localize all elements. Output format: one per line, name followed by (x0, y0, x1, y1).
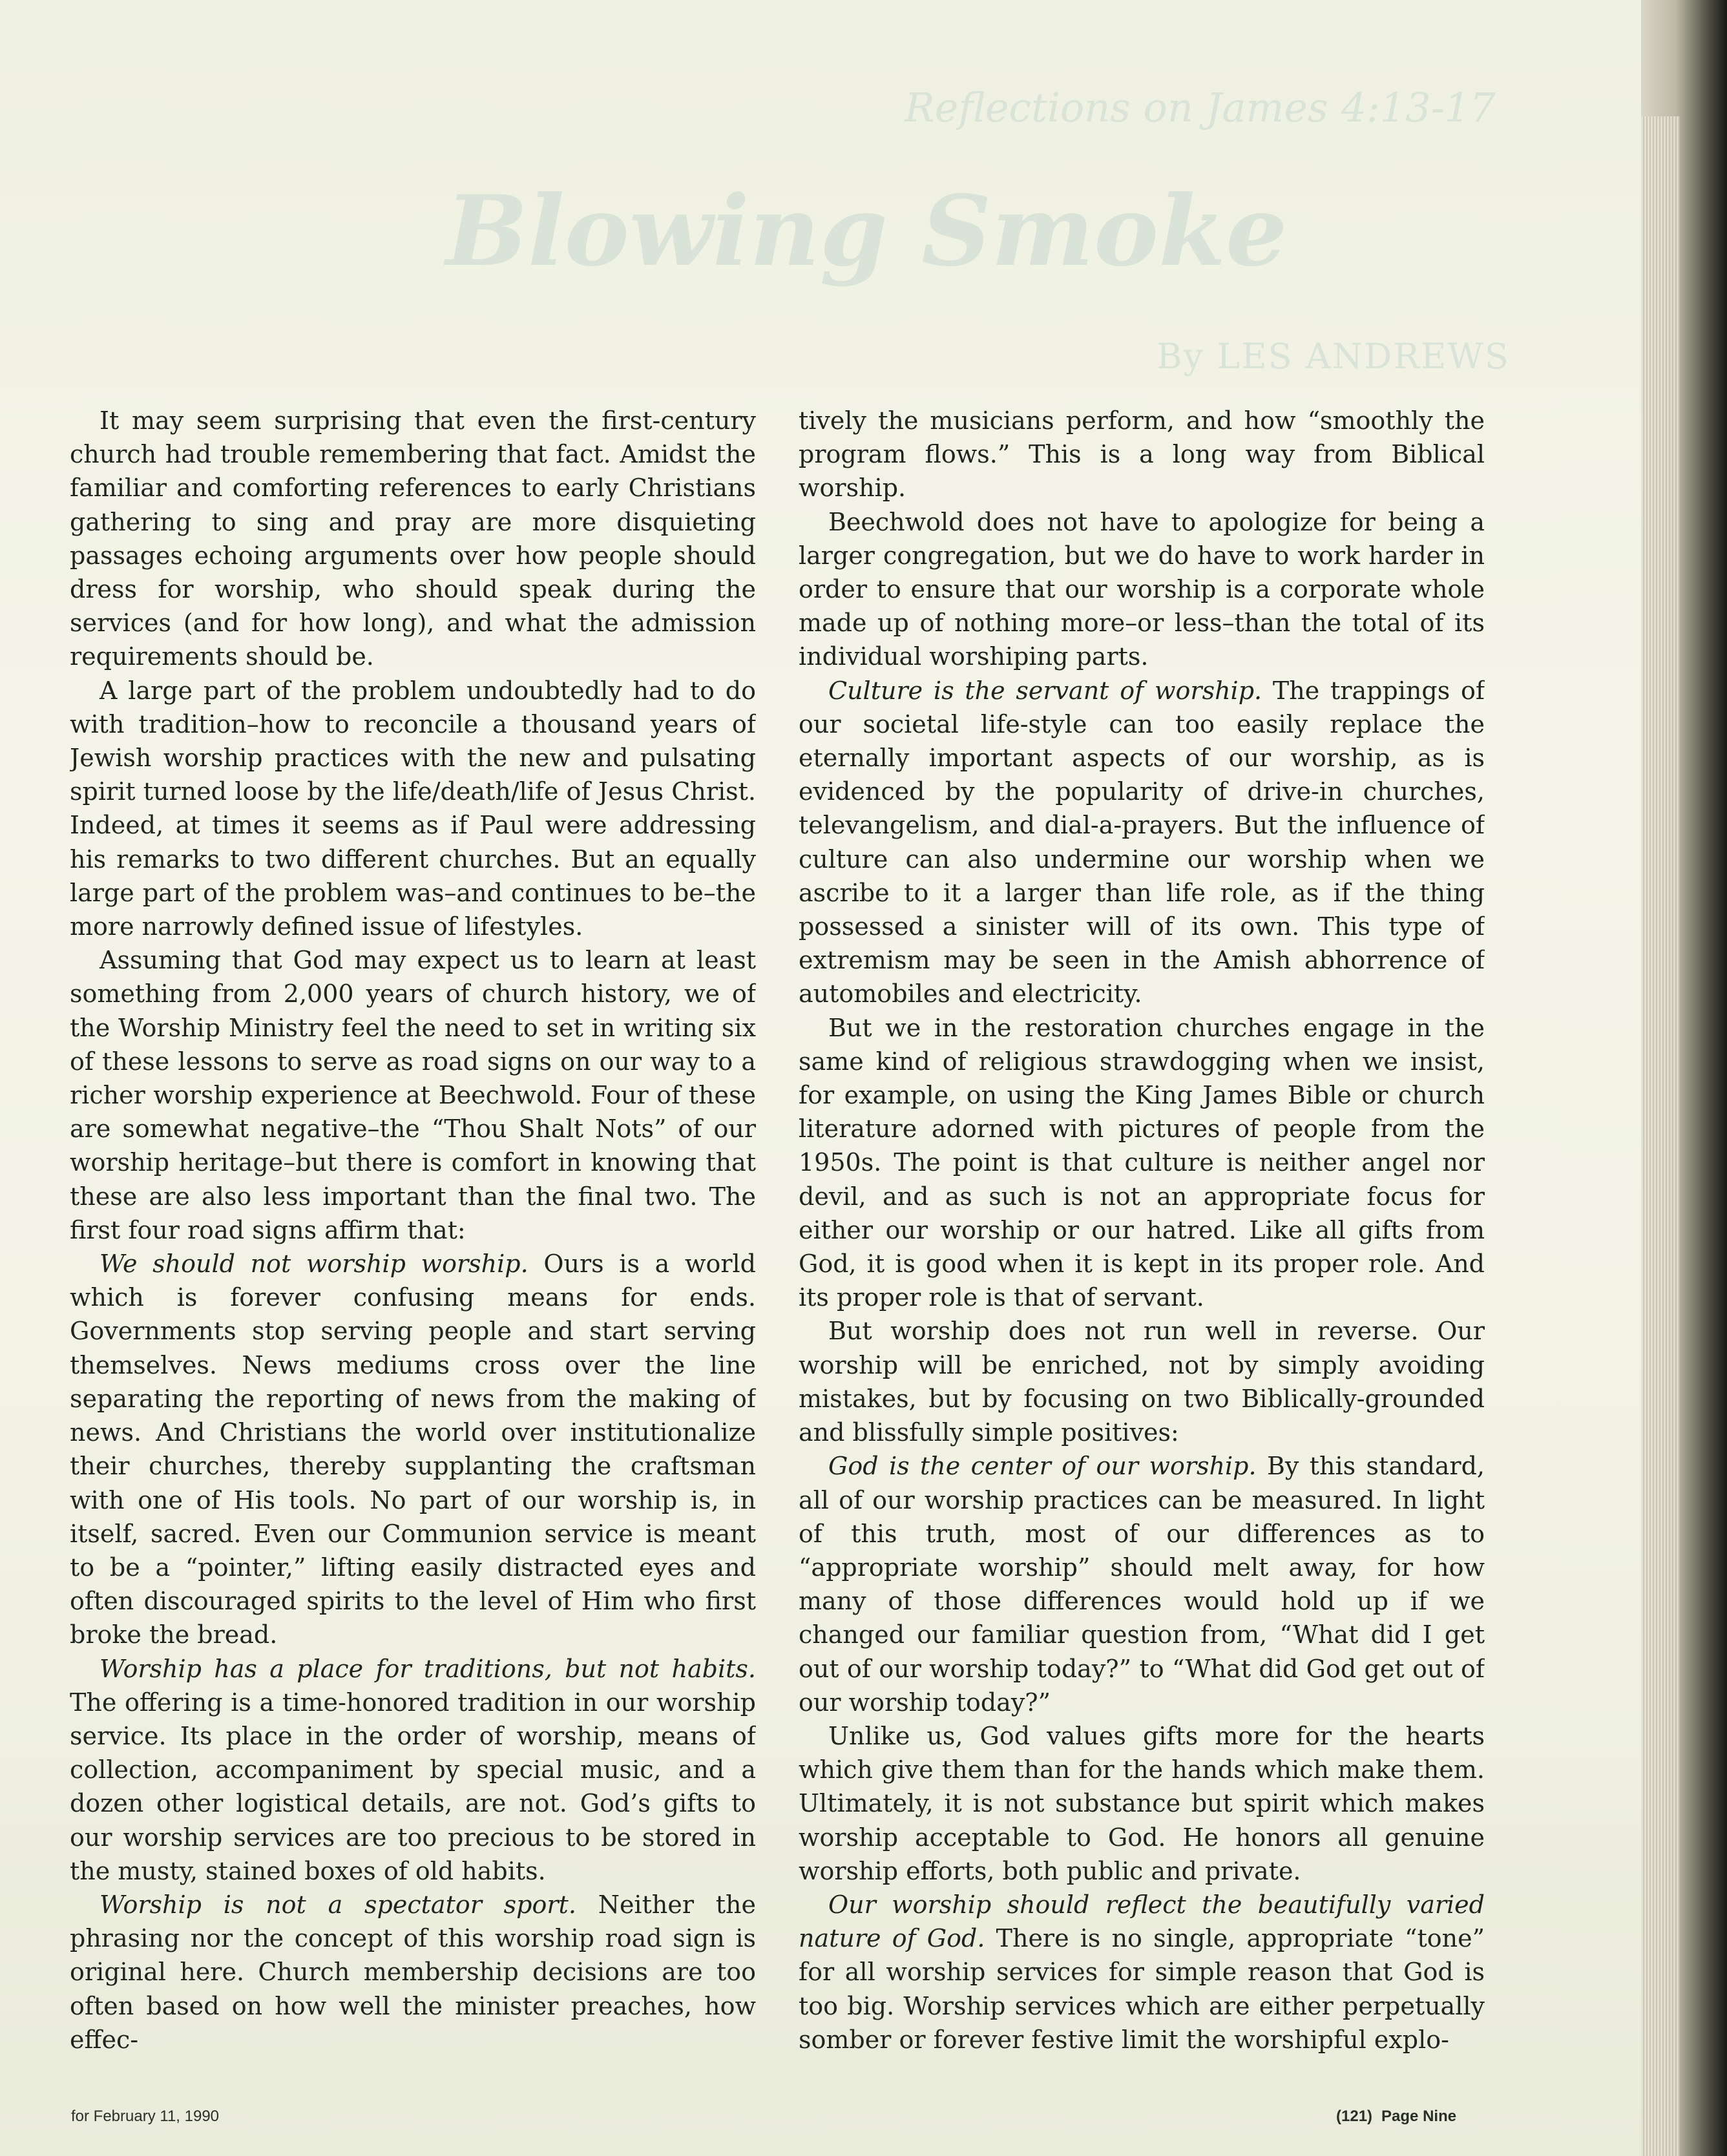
paragraph: Culture is the servant of worship. The trappings of our societal life-style can too easily replace the eternally important aspects of our worship, as is evidenced by the popularity of drive-in churches, televangelism, and dial-a-prayers. But the influence of culture can also undermine our worship when we ascribe to it a larger than life role, as if the thing possessed a sinister will of its own. This type of extremism may be seen in the Amish abhorrence of automobiles and electricity. (799, 676, 1485, 1009)
footer-issue-date: for February 11, 1990 (71, 2108, 220, 2125)
article-headline: Blowing Smoke (446, 174, 1288, 288)
paragraph: Unlike us, God values gifts more for the hearts which give them than for the hands which make them. Ultimately, it is not substance but spirit which makes worship acceptable to God. He honors all genuine worship efforts, both public and private. (799, 1721, 1485, 1885)
paragraph: God is the center of our worship. By this standard, all of our worship practices can be measured. In light of this truth, most of our differences as to “appropriate worship” should melt away, for how many of those differences would hold up if we changed our familiar question from, “What did I get out of our worship today?” to “What did God get out of our worship today?” (799, 1452, 1485, 1717)
article-byline: By LES ANDREWS (1157, 336, 1510, 377)
paragraph: But we in the restoration churches engage in the same kind of religious strawdogging when we insist, for example, on using the King James Bible or church literature adorned with pictures of people from the 1950s. The point is that culture is neither angel nor devil, and as such is not an appropriate focus for either our worship or our hatred. Like all gifts from God, it is good when it is kept in its proper role. And its proper role is that of servant. (799, 1013, 1485, 1312)
paragraph-lead: Culture is the servant of worship. (828, 676, 1262, 705)
paragraph: It may seem surprising that even the first-century church had trouble remembering that fact. Amidst the familiar and comforting references to early Christians gathering to sing and pray are more disquieting passages echoing arguments over how people should dress for worship, who should speak during the services (and for how long), and what the admission requirements should be. (70, 406, 756, 671)
paragraph-lead: God is the center of our worship. (828, 1452, 1257, 1481)
paragraph: Beechwold does not have to apologize for being a larger congregation, but we do have to work harder in order to ensure that our worship is a corporate whole made up of nothing more–or less–than the total of its individual worshiping parts. (799, 507, 1485, 671)
paragraph: Assuming that God may expect us to learn at least something from 2,000 years of church history, we of the Worship Ministry feel the need to set in writing six of these lessons to serve as road signs on our way to a richer worship experience at Beechwold. Four of these are somewhat negative–the “Thou Shalt Nots” of our worship heritage–but there is comfort in knowing that these are also less important than the final two. The first four road signs affirm that: (70, 946, 756, 1244)
footer-page-number (1336, 2108, 1456, 2126)
paragraph: Worship is not a spectator sport. Neither the phrasing nor the concept of this worship road sign is original here. Church membership decisions are too often based on how well the minister preaches, how effec- (70, 1890, 756, 2054)
paragraph-lead: We should not worship worship. (99, 1250, 529, 1279)
paragraph: tively the musicians perform, and how “smoothly the program flows.” This is a long way from Biblical worship. (799, 406, 1485, 503)
book-spine (1641, 0, 1727, 2156)
right-column (799, 404, 1485, 2058)
paragraph: Our worship should reflect the beautifully varied nature of God. There is no single, appropriate “tone” for all worship services for simple reason that God is too big. Worship services which are either perpetually somber or forever festive limit the worshipful explo- (799, 1890, 1485, 2054)
paragraph: But worship does not run well in reverse. Our worship will be enriched, not by simply avoiding mistakes, but by focusing on two Biblically-grounded and blissfully simple positives: (799, 1317, 1485, 1447)
paragraph: Worship has a place for traditions, but not habits. The offering is a time-honored tradition in our worship service. Its place in the order of worship, means of collection, accompaniment by special music, and a dozen other logistical details, are not. God’s gifts to our worship services are too precious to be stored in the musty, stained boxes of old habits. (70, 1654, 756, 1885)
paragraph-lead: Worship has a place for traditions, but not habits. (99, 1654, 756, 1683)
paragraph-lead: Our worship should reflect the beautifully varied nature of God. (799, 1890, 1485, 1953)
page-edges (1641, 116, 1680, 2156)
paragraph: A large part of the problem undoubtedly had to do with tradition–how to reconcile a thousand years of Jewish worship practices with the new and pulsating spirit turned loose by the life/death/life of Jesus Christ. Indeed, at times it seems as if Paul were addressing his remarks to two different churches. But an equally large part of the problem was–and continues to be–the more narrowly defined issue of lifestyles. (70, 676, 756, 941)
paragraph: We should not worship worship. Ours is a world which is forever confusing means for ends. Governments stop serving people and start serving themselves. News mediums cross over the line separating the reporting of news from the making of news. And Christians the world over institutionalize their churches, thereby supplanting the craftsman with one of His tools. No part of our worship is, in itself, sacred. Even our Communion service is meant to be a “pointer,” lifting easily distracted eyes and often discouraged spirits to the level of Him who first broke the bread. (70, 1250, 756, 1649)
paragraph-lead: Worship is not a spectator sport. (99, 1890, 576, 1919)
article-kicker: Reflections on James 4:13-17 (905, 84, 1496, 131)
footer-page-ref: (121) (1336, 2108, 1373, 2125)
footer-page-label: Page Nine (1381, 2108, 1457, 2125)
left-column (70, 404, 756, 2058)
